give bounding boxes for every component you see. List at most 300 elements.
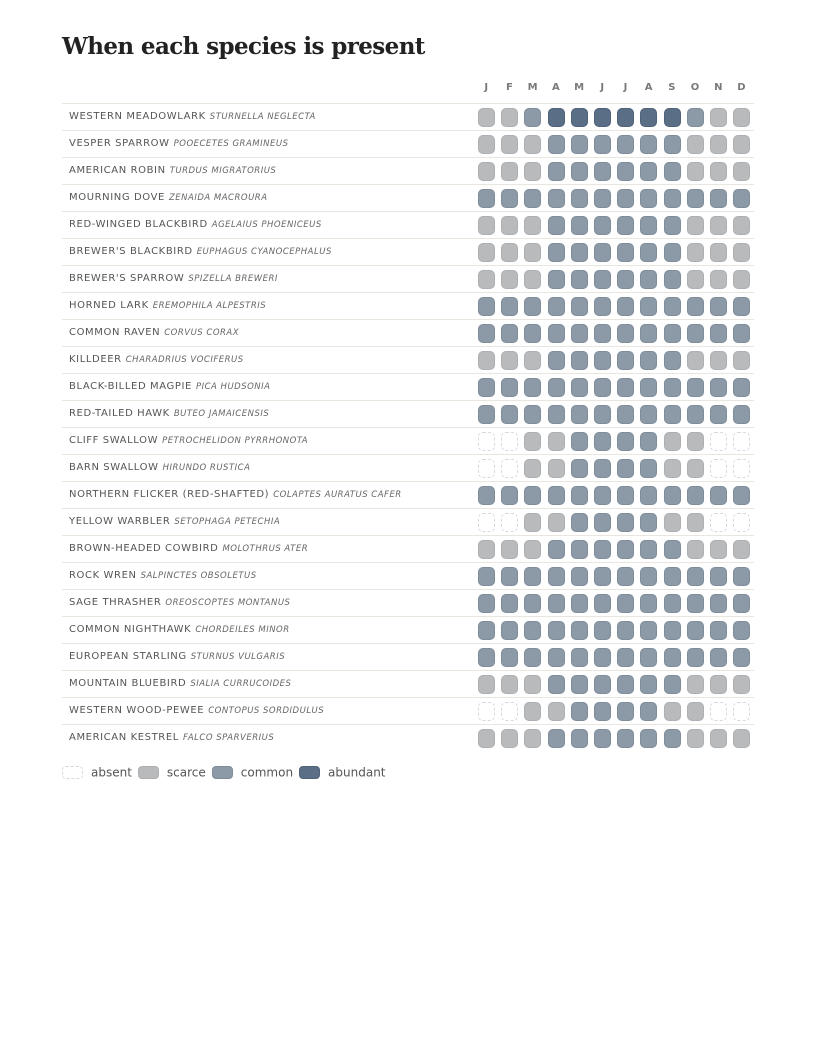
presence-cell-common (733, 324, 750, 343)
presence-cell-scarce (664, 513, 681, 532)
presence-cell-abundant (571, 108, 588, 127)
presence-cell-scarce (733, 216, 750, 235)
presence-cell-common (571, 567, 588, 586)
presence-cell-common (571, 513, 588, 532)
presence-cell-common (501, 621, 518, 640)
presence-cell-absent (733, 702, 750, 721)
species-row (62, 535, 754, 562)
presence-cell-common (617, 648, 634, 667)
presence-cell-common (617, 135, 634, 154)
presence-cell-common (664, 405, 681, 424)
presence-cell-scarce (664, 432, 681, 451)
presence-cell-scarce (478, 162, 495, 181)
legend-label: abundant (328, 765, 386, 780)
presence-cell-common (617, 567, 634, 586)
presence-cell-scarce (710, 270, 727, 289)
presence-cell-common (687, 378, 704, 397)
presence-cell-common (571, 486, 588, 505)
presence-cell-common (478, 189, 495, 208)
presence-cell-common (640, 162, 657, 181)
legend-swatch-common (212, 766, 233, 779)
presence-cell-common (710, 189, 727, 208)
presence-cell-absent (733, 432, 750, 451)
legend-item (62, 763, 132, 781)
presence-cell-common (548, 486, 565, 505)
presence-cell-scarce (687, 351, 704, 370)
common-name: RED-WINGED BLACKBIRD (69, 219, 208, 230)
common-name: NORTHERN FLICKER (RED-SHAFTED) (69, 489, 270, 500)
common-name: KILLDEER (69, 354, 122, 365)
presence-cell-common (524, 621, 541, 640)
presence-cell-common (617, 459, 634, 478)
presence-cell-common (571, 270, 588, 289)
presence-cell-common (548, 243, 565, 262)
species-name (69, 461, 250, 475)
presence-cell-common (640, 216, 657, 235)
presence-cell-common (687, 324, 704, 343)
presence-cell-common (617, 729, 634, 748)
presence-cell-common (733, 486, 750, 505)
presence-cell-common (594, 351, 611, 370)
presence-cell-common (548, 378, 565, 397)
presence-cell-common (687, 567, 704, 586)
presence-cell-common (501, 486, 518, 505)
presence-cell-common (594, 432, 611, 451)
presence-cell-common (640, 486, 657, 505)
presence-cell-common (571, 324, 588, 343)
presence-cell-common (687, 405, 704, 424)
presence-cell-abundant (617, 108, 634, 127)
scientific-name: SALPINCTES OBSOLETUS (140, 571, 257, 581)
presence-cell-common (617, 324, 634, 343)
presence-cell-scarce (501, 108, 518, 127)
presence-cell-common (524, 324, 541, 343)
presence-cell-scarce (524, 351, 541, 370)
presence-cell-scarce (687, 243, 704, 262)
presence-cell-common (617, 513, 634, 532)
presence-cell-scarce (687, 459, 704, 478)
common-name: BROWN-HEADED COWBIRD (69, 543, 219, 554)
month-header (62, 82, 754, 98)
presence-cell-common (594, 378, 611, 397)
presence-cell-common (571, 459, 588, 478)
species-name (69, 569, 257, 583)
species-row (62, 211, 754, 238)
common-name: BREWER'S BLACKBIRD (69, 246, 193, 257)
month-label: F (506, 82, 514, 93)
month-label: S (668, 82, 676, 93)
presence-cell-common (664, 378, 681, 397)
presence-cell-scarce (710, 216, 727, 235)
scientific-name: EREMOPHILA ALPESTRIS (152, 301, 267, 311)
species-row (62, 670, 754, 697)
species-name (69, 218, 322, 232)
species-row (62, 400, 754, 427)
presence-cell-absent (478, 432, 495, 451)
presence-cell-scarce (478, 675, 495, 694)
scientific-name: CHARADRIUS VOCIFERUS (125, 355, 244, 365)
common-name: BARN SWALLOW (69, 462, 159, 473)
presence-cell-common (617, 675, 634, 694)
presence-cell-scarce (524, 702, 541, 721)
presence-cell-common (733, 378, 750, 397)
scientific-name: ZENAIDA MACROURA (168, 193, 268, 203)
month-label: J (484, 82, 489, 93)
presence-cell-common (501, 324, 518, 343)
presence-cell-scarce (664, 702, 681, 721)
legend-item (212, 763, 293, 781)
presence-cell-common (710, 567, 727, 586)
presence-cell-common (501, 594, 518, 613)
scientific-name: HIRUNDO RUSTICA (162, 463, 251, 473)
species-name (69, 164, 276, 178)
presence-cell-common (664, 189, 681, 208)
presence-cell-common (640, 297, 657, 316)
presence-cell-common (594, 648, 611, 667)
presence-cell-common (687, 297, 704, 316)
presence-cell-common (733, 621, 750, 640)
month-label: N (714, 82, 723, 93)
presence-cell-common (687, 621, 704, 640)
common-name: VESPER SPARROW (69, 138, 170, 149)
presence-cell-common (548, 270, 565, 289)
presence-cell-scarce (733, 135, 750, 154)
presence-cell-scarce (478, 351, 495, 370)
presence-cell-scarce (710, 162, 727, 181)
presence-cell-common (594, 513, 611, 532)
presence-cell-common (640, 243, 657, 262)
presence-cell-common (571, 189, 588, 208)
presence-cell-scarce (733, 162, 750, 181)
presence-cell-scarce (478, 729, 495, 748)
presence-cell-scarce (524, 162, 541, 181)
species-name (69, 731, 274, 745)
scientific-name: CHORDEILES MINOR (195, 625, 290, 635)
common-name: AMERICAN ROBIN (69, 165, 166, 176)
presence-cell-common (617, 594, 634, 613)
presence-cell-common (617, 270, 634, 289)
scientific-name: POOECETES GRAMINEUS (173, 139, 289, 149)
presence-cell-scarce (478, 540, 495, 559)
common-name: AMERICAN KESTREL (69, 732, 179, 743)
legend (62, 763, 392, 779)
legend-label: common (240, 765, 294, 780)
presence-cell-common (640, 378, 657, 397)
presence-cell-common (664, 675, 681, 694)
presence-cell-common (478, 324, 495, 343)
month-label: D (737, 82, 747, 93)
presence-cell-scarce (524, 243, 541, 262)
species-row (62, 697, 754, 724)
presence-cell-common (571, 405, 588, 424)
presence-cell-common (594, 675, 611, 694)
scientific-name: AGELAIUS PHOENICEUS (211, 220, 322, 230)
presence-cell-scarce (733, 729, 750, 748)
presence-cell-common (524, 378, 541, 397)
species-row (62, 562, 754, 589)
species-name (69, 137, 288, 151)
presence-cell-common (594, 162, 611, 181)
presence-cell-common (664, 324, 681, 343)
presence-cell-common (524, 486, 541, 505)
legend-item (138, 763, 206, 781)
month-label: A (551, 82, 561, 93)
presence-cell-common (594, 486, 611, 505)
presence-cell-common (640, 135, 657, 154)
species-row (62, 481, 754, 508)
scientific-name: FALCO SPARVERIUS (182, 733, 275, 743)
presence-cell-common (617, 216, 634, 235)
chart-title: When each species is present (62, 33, 425, 60)
presence-cell-scarce (687, 702, 704, 721)
presence-cell-common (478, 621, 495, 640)
presence-cell-common (548, 189, 565, 208)
presence-cell-absent (501, 459, 518, 478)
presence-cell-absent (501, 513, 518, 532)
presence-cell-scarce (687, 162, 704, 181)
presence-cell-common (594, 567, 611, 586)
presence-cell-common (594, 189, 611, 208)
presence-cell-absent (733, 513, 750, 532)
presence-cell-scarce (478, 216, 495, 235)
presence-cell-common (687, 189, 704, 208)
species-name (69, 326, 239, 340)
presence-cell-scarce (710, 243, 727, 262)
presence-cell-common (617, 297, 634, 316)
legend-swatch-scarce (138, 766, 159, 779)
presence-cell-common (733, 567, 750, 586)
common-name: COMMON NIGHTHAWK (69, 624, 192, 635)
species-name (69, 488, 402, 502)
species-name (69, 353, 244, 367)
presence-cell-scarce (524, 540, 541, 559)
presence-cell-common (640, 351, 657, 370)
presence-cell-common (501, 567, 518, 586)
presence-cell-common (710, 405, 727, 424)
presence-cell-common (524, 297, 541, 316)
species-name (69, 407, 269, 421)
presence-cell-common (548, 729, 565, 748)
presence-cell-common (733, 648, 750, 667)
species-name (69, 704, 324, 718)
species-row (62, 292, 754, 319)
presence-cell-common (594, 405, 611, 424)
presence-cell-common (594, 702, 611, 721)
presence-cell-common (571, 243, 588, 262)
species-name (69, 515, 280, 529)
presence-cell-common (524, 594, 541, 613)
presence-cell-scarce (664, 459, 681, 478)
presence-cell-common (571, 216, 588, 235)
species-row (62, 373, 754, 400)
species-row (62, 103, 754, 130)
presence-cell-common (664, 648, 681, 667)
presence-cell-scarce (710, 675, 727, 694)
species-row (62, 319, 754, 346)
presence-cell-common (640, 513, 657, 532)
presence-cell-common (664, 270, 681, 289)
presence-cell-absent (733, 459, 750, 478)
presence-cell-common (617, 405, 634, 424)
presence-cell-scarce (478, 135, 495, 154)
presence-cell-scarce (710, 729, 727, 748)
presence-cell-common (548, 135, 565, 154)
presence-cell-common (640, 567, 657, 586)
presence-cell-common (664, 351, 681, 370)
presence-cell-common (640, 324, 657, 343)
presence-cell-common (640, 675, 657, 694)
common-name: YELLOW WARBLER (69, 516, 171, 527)
legend-item (299, 763, 385, 781)
species-row (62, 589, 754, 616)
month-label: J (600, 82, 605, 93)
presence-cell-common (640, 648, 657, 667)
presence-cell-scarce (524, 432, 541, 451)
species-name (69, 245, 332, 259)
presence-cell-common (524, 189, 541, 208)
presence-cell-common (571, 702, 588, 721)
species-row (62, 454, 754, 481)
scientific-name: STURNUS VULGARIS (190, 652, 286, 662)
month-label: A (644, 82, 654, 93)
presence-cell-common (524, 405, 541, 424)
presence-grid (62, 103, 754, 751)
presence-cell-common (664, 540, 681, 559)
presence-cell-common (617, 189, 634, 208)
scientific-name: MOLOTHRUS ATER (222, 544, 309, 554)
presence-cell-common (548, 216, 565, 235)
month-label: O (690, 82, 700, 93)
presence-cell-common (571, 729, 588, 748)
presence-cell-common (733, 405, 750, 424)
presence-cell-abundant (548, 108, 565, 127)
presence-cell-common (640, 594, 657, 613)
presence-cell-absent (710, 702, 727, 721)
presence-cell-common (710, 486, 727, 505)
species-row (62, 427, 754, 454)
presence-cell-common (664, 297, 681, 316)
scientific-name: OREOSCOPTES MONTANUS (165, 598, 291, 608)
common-name: SAGE THRASHER (69, 597, 162, 608)
presence-cell-common (501, 378, 518, 397)
presence-cell-absent (501, 702, 518, 721)
presence-cell-common (571, 540, 588, 559)
presence-cell-common (571, 648, 588, 667)
presence-cell-absent (478, 513, 495, 532)
species-name (69, 380, 270, 394)
common-name: HORNED LARK (69, 300, 149, 311)
presence-cell-scarce (687, 432, 704, 451)
common-name: WESTERN WOOD-PEWEE (69, 705, 205, 716)
common-name: RED-TAILED HAWK (69, 408, 170, 419)
presence-cell-common (548, 567, 565, 586)
month-label: J (623, 82, 628, 93)
species-row (62, 508, 754, 535)
scientific-name: CORVUS CORAX (164, 328, 240, 338)
presence-cell-common (640, 729, 657, 748)
presence-cell-scarce (687, 675, 704, 694)
presence-cell-scarce (733, 243, 750, 262)
presence-cell-scarce (501, 351, 518, 370)
presence-cell-common (594, 243, 611, 262)
presence-cell-scarce (478, 108, 495, 127)
presence-cell-scarce (524, 216, 541, 235)
presence-cell-common (664, 216, 681, 235)
presence-cell-scarce (524, 135, 541, 154)
presence-cell-common (548, 162, 565, 181)
common-name: EUROPEAN STARLING (69, 651, 187, 662)
legend-label: scarce (166, 765, 206, 780)
presence-cell-common (733, 189, 750, 208)
presence-cell-common (617, 162, 634, 181)
presence-cell-common (710, 621, 727, 640)
presence-cell-abundant (594, 108, 611, 127)
presence-cell-common (710, 297, 727, 316)
presence-cell-common (617, 540, 634, 559)
presence-cell-scarce (687, 513, 704, 532)
common-name: BLACK-BILLED MAGPIE (69, 381, 192, 392)
scientific-name: EUPHAGUS CYANOCEPHALUS (196, 247, 332, 257)
common-name: MOUNTAIN BLUEBIRD (69, 678, 187, 689)
presence-cell-common (710, 324, 727, 343)
presence-cell-common (617, 486, 634, 505)
species-name (69, 596, 290, 610)
presence-cell-common (548, 324, 565, 343)
presence-cell-scarce (478, 243, 495, 262)
species-name (69, 542, 308, 556)
presence-cell-scarce (548, 432, 565, 451)
presence-cell-scarce (733, 540, 750, 559)
presence-cell-common (664, 621, 681, 640)
presence-cell-scarce (501, 216, 518, 235)
presence-cell-common (617, 243, 634, 262)
presence-cell-common (710, 648, 727, 667)
presence-cell-common (594, 297, 611, 316)
presence-cell-scarce (710, 351, 727, 370)
presence-cell-common (478, 594, 495, 613)
presence-cell-common (710, 378, 727, 397)
presence-cell-scarce (687, 216, 704, 235)
presence-cell-common (501, 405, 518, 424)
presence-cell-common (664, 486, 681, 505)
scientific-name: STURNELLA NEGLECTA (209, 112, 316, 122)
presence-cell-scarce (710, 108, 727, 127)
species-name (69, 272, 278, 286)
common-name: ROCK WREN (69, 570, 137, 581)
species-row (62, 157, 754, 184)
presence-cell-common (594, 216, 611, 235)
presence-cell-scarce (710, 135, 727, 154)
scientific-name: SETOPHAGA PETECHIA (174, 517, 281, 527)
common-name: CLIFF SWALLOW (69, 435, 159, 446)
common-name: BREWER'S SPARROW (69, 273, 185, 284)
presence-cell-common (478, 648, 495, 667)
scientific-name: SIALIA CURRUCOIDES (190, 679, 292, 689)
presence-cell-scarce (733, 675, 750, 694)
presence-cell-scarce (501, 540, 518, 559)
presence-cell-scarce (687, 270, 704, 289)
presence-cell-common (548, 351, 565, 370)
presence-cell-common (687, 486, 704, 505)
species-row (62, 643, 754, 670)
species-name (69, 650, 285, 664)
presence-cell-common (640, 189, 657, 208)
presence-cell-scarce (524, 270, 541, 289)
month-label: M (527, 82, 539, 93)
presence-cell-common (501, 297, 518, 316)
presence-cell-scarce (548, 459, 565, 478)
species-name (69, 299, 266, 313)
